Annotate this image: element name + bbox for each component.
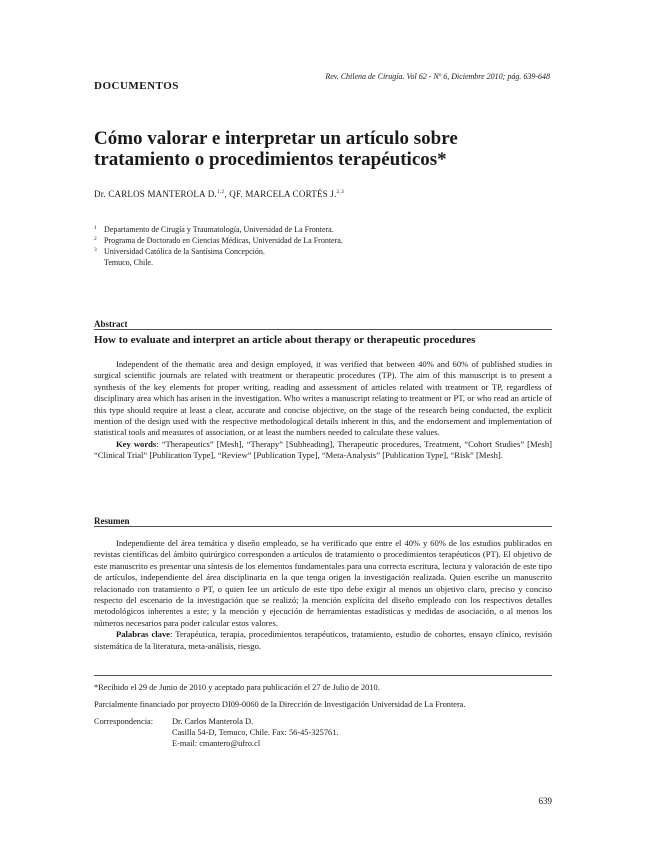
abstract-heading: Abstract xyxy=(94,319,128,329)
palabras-clave-text: : Terapéutica, terapia, procedimientos terapéuticos, tratamiento, estudio de cohortes, ensayo clínico, revisión sistemática de la literatura, meta-análisis, riesgo. xyxy=(94,629,553,651)
resumen-heading: Resumen xyxy=(94,516,130,526)
resumen-divider xyxy=(94,526,552,527)
keywords-text: : “Therapeutics” [Mesh], “Therapy” [Subheading], Therapeutic procedures, Treatment, “Cohort Studies” [Mesh] “Clinical Trial” [Publication Type], “Review” [Publication Type], “Meta-Analysis” [Publication Type], “Risk” [Mesh]. xyxy=(94,438,552,461)
correspondence-name: Dr. Carlos Manterola D. xyxy=(172,717,254,726)
resumen-body: Independiente del área temática y diseño empleado, se ha verificado que entre el 40% y 60% de los estudios publicados en revistas científicas del ámbito quirúrgico corresponden a artículos de tratamiento o procedimientos terapéuticos (PT). El objetivo de este manuscrito es presentar una síntesis de los elementos fundamentales para una correcta escritura, lectura y valoración de este tipo de artículos, independiente del área disciplinaria en la que tenga origen la investigación realizada. Quien escribe un manuscrito relacionado con tratamiento o PT, o quien lee un artículo de este tipo debe exigir al menos un objetivo claro, preciso y conciso respecto del escenario de la investigación que se realizó; la mención explícita del diseño empleado con los respectivos detalles metodológicos inherentes a este; y la mención y ejecución de herramientas estadísticas y medidas de asociación, o al menos los números necesarios para poder calcular estos valores. Palabras clave: Terapéutica, terapia, procedimientos terapéuticos, tratamiento, estudio de cohortes, ensayo clínico, revisión sistemática de la literatura, meta-análisis, riesgo. xyxy=(94,538,553,651)
author-2-affiliation: 2,3 xyxy=(336,189,344,195)
correspondence-label: Correspondencia: xyxy=(94,717,154,726)
author-2: , QF. MARCELA CORTÉS J. xyxy=(224,189,337,199)
abstract-body: Independent of the thematic area and design employed, it was verified that between 40% and 60% of published studies in surgical scientific journals are related with treatment or therapeutic procedures (TP). The aim of this manuscript is to present a synthesis of the key elements for proper writing, reading and assessment of articles related with treatment or TP, regardless of disciplinary area which has arisen in the investigation. Who writes a manuscript relating to treatment or PT, or who read an article of this type should require at least a clear, accurate and concise objective, on the stage of the research being conducted, the explicit mention of the design used with the respective methodological details inherent in this, and the endorsement and implementation of statistical tools and measures of association, or at least the numbers needed to calculate these values. Key words: “Therapeutics” [Mesh], “Therapy” [Subheading], Therapeutic procedures, Treatment, “Cohort Studies” [Mesh] “Clinical Trial” [Publication Type], “Review” [Publication Type], “Meta-Analysis” [Publication Type], “Risk” [Mesh]. xyxy=(94,359,552,461)
article-title-line-1: Cómo valorar e interpretar un artículo sobre xyxy=(94,128,458,149)
author-1: Dr. CARLOS MANTEROLA D. xyxy=(94,189,217,199)
footnotes xyxy=(94,682,552,749)
correspondence-address: Casilla 54-D, Temuco, Chile. Fax: 56-45-325761. xyxy=(172,728,339,737)
abstract-divider xyxy=(94,329,552,330)
affiliation-item: 2 Programa de Doctorado en Ciencias Médicas, Universidad de La Frontera. xyxy=(94,236,343,245)
affiliation-item: 3 Universidad Católica de la Santísima Concepción. xyxy=(94,247,265,256)
page-number: 639 xyxy=(538,796,552,806)
affiliation-city: Temuco, Chile. xyxy=(104,258,153,267)
funding-note: Parcialmente financiado por proyecto DI09-0060 de la Dirección de Investigación Universidad de La Frontera. xyxy=(94,700,466,709)
author-list xyxy=(94,189,344,199)
palabras-clave-label: Palabras clave xyxy=(116,629,171,640)
abstract-title: How to evaluate and interpret an article about therapy or therapeutic procedures xyxy=(94,334,476,346)
footnote-divider xyxy=(94,675,552,676)
section-label: DOCUMENTOS xyxy=(94,80,179,92)
article-title xyxy=(94,128,564,170)
affiliations xyxy=(94,224,343,268)
keywords-label: Key words xyxy=(116,438,157,449)
received-note: *Recibido el 29 de Junio de 2010 y aceptado para publicación el 27 de Julio de 2010. xyxy=(94,683,380,692)
journal-reference: Rev. Chilena de Cirugía. Vol 62 - Nº 6, Diciembre 2010; pág. 639-648 xyxy=(325,72,550,81)
correspondence-email[interactable]: E-mail: cmantero@ufro.cl xyxy=(172,739,261,748)
article-title-line-2: tratamiento o procedimientos terapéuticos* xyxy=(94,149,447,170)
affiliation-item: 1 Departamento de Cirugía y Traumatología, Universidad de La Frontera. xyxy=(94,225,334,234)
author-1-affiliation: 1,2 xyxy=(216,189,225,195)
correspondence-block xyxy=(94,716,339,749)
